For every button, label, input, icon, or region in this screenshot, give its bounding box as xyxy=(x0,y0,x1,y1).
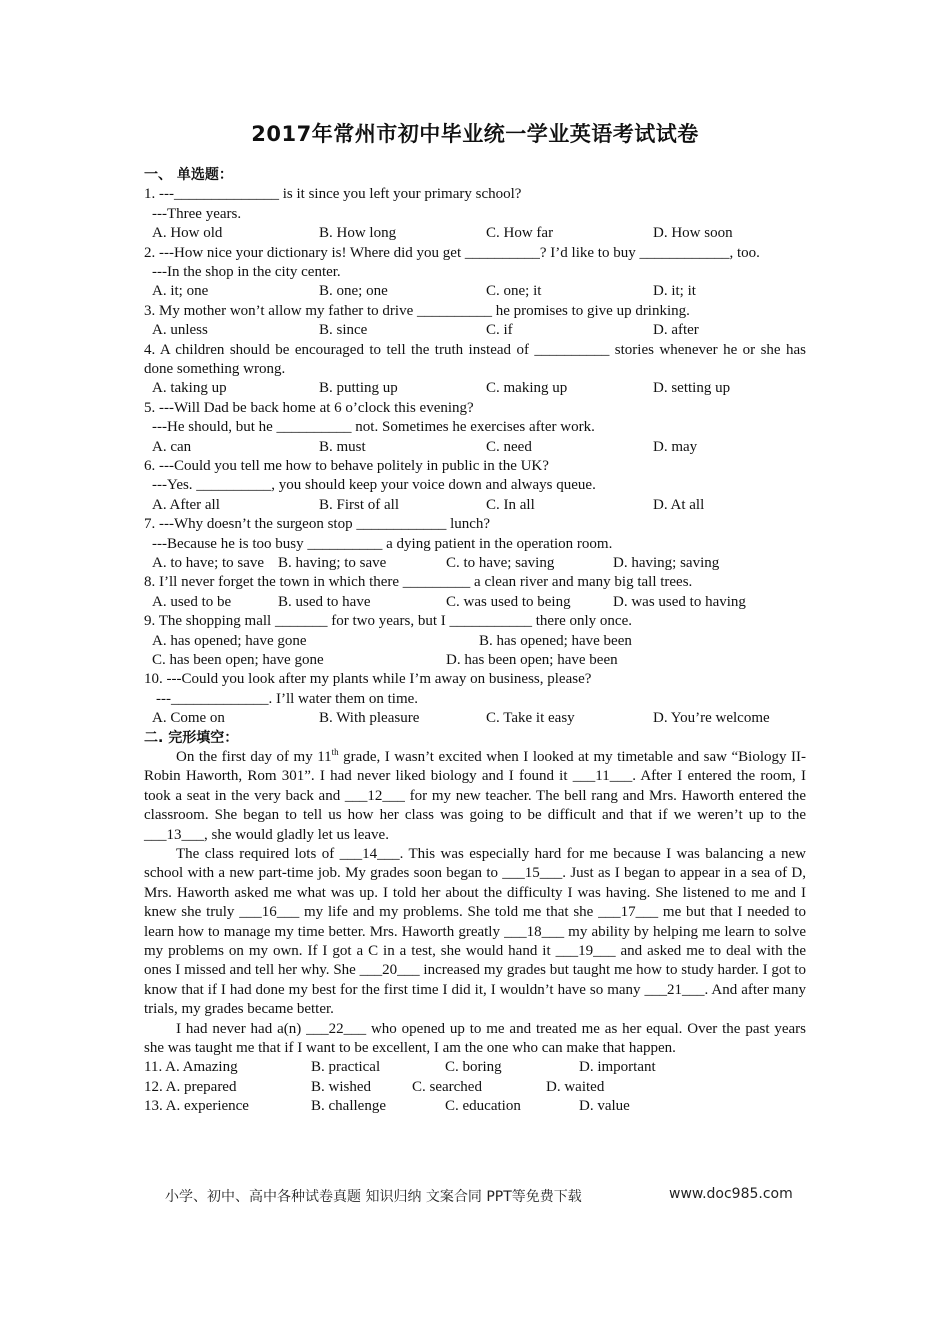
option: B. First of all xyxy=(319,496,400,513)
option: D. You’re welcome xyxy=(653,710,770,727)
option: B. has opened; have been xyxy=(479,632,632,649)
option: C. need xyxy=(486,438,532,455)
question-9-stem: 9. The shopping mall _______ for two years, but I ___________ there only once. xyxy=(144,613,632,630)
question-9-options-row1 xyxy=(144,632,806,651)
footer-text: 小学、初中、高中各种试卷真题 知识归纳 文案合同 PPT等免费下载 xyxy=(165,1189,582,1205)
option: C. Take it easy xyxy=(486,710,575,727)
option: C. How far xyxy=(486,225,554,242)
option: C. one; it xyxy=(486,283,542,300)
page-title: 2017年常州市初中毕业统一学业英语考试试卷 xyxy=(251,122,699,146)
cloze-options-13 xyxy=(144,1097,806,1116)
option: D. after xyxy=(653,322,699,339)
cloze-paragraph-3: I had never had a(n) ___22___ who opened up to me and treated me as her equal. Over the past years she was taught me that if I want to be excellent, I am the one who can make that happen. xyxy=(144,1020,806,1057)
ordinal-suffix: th xyxy=(331,746,339,757)
question-4-options xyxy=(144,379,806,398)
option: C. boring xyxy=(445,1059,502,1076)
page-footer xyxy=(165,1186,825,1206)
question-4-stem: 4. A children should be encouraged to tell the truth instead of __________ stories whenever he or she has done something wrong. xyxy=(144,341,806,377)
option: A. used to be xyxy=(152,593,232,610)
question-3-options xyxy=(144,321,806,340)
exam-content xyxy=(144,166,806,1117)
option: C. has been open; have gone xyxy=(152,652,324,668)
option: B. challenge xyxy=(311,1098,386,1115)
option: D. How soon xyxy=(653,225,733,242)
cloze-paragraph-2: The class required lots of ___14___. This was especially hard for me because I was balancing a new school with a new part-time job. My grades soon began to ___15___. Just as I began to appear in a sea of D, Mrs. Haworth asked me what was up. I told her about the difficulty I was having. She listened to me and I knew she truly ___16___ my life and my problems. She told me that she ___17___ me but that I needed to learn how to manage my time better. Mrs. Haworth greatly ___18___ my ability by helping me learn to solve my problems on my own. If I got a C in a test, she would hand it ___19___ and asked me to deal with the ones I missed and tell her why. She ___20___ increased my grades but taught me how to study harder. I got to know that if I had done my best for the first time I did it, I wouldn’t have so many ___21___. And after many trials, my grades became better. xyxy=(144,846,806,1018)
question-1-options xyxy=(144,224,806,243)
option: D. value xyxy=(579,1098,630,1115)
question-7-answer: ---Because he is too busy __________ a dying patient in the operation room. xyxy=(152,535,613,552)
option: C. making up xyxy=(486,380,568,397)
option: 11. A. Amazing xyxy=(144,1059,238,1076)
question-6-stem: 6. ---Could you tell me how to behave politely in public in the UK? xyxy=(144,458,549,474)
option: C. searched xyxy=(412,1078,482,1095)
cloze-options-12 xyxy=(144,1078,806,1097)
option: B. practical xyxy=(311,1059,381,1076)
cloze-paragraph-1 xyxy=(144,748,806,845)
option: A. After all xyxy=(152,496,220,513)
question-8-options xyxy=(144,593,806,612)
option: A. to have; to save xyxy=(152,555,265,572)
option: A. taking up xyxy=(152,380,227,397)
option: 13. A. experience xyxy=(144,1098,249,1115)
option: C. to have; saving xyxy=(446,555,555,572)
question-6-answer: ---Yes. __________, you should keep your voice down and always queue. xyxy=(152,477,596,494)
question-10-answer: ---_____________. I’ll water them on time. xyxy=(156,690,419,707)
question-5-stem: 5. ---Will Dad be back home at 6 o’clock this evening? xyxy=(144,399,474,416)
option: B. With pleasure xyxy=(319,710,420,727)
question-3-stem: 3. My mother won’t allow my father to drive __________ he promises to give up drinking. xyxy=(144,302,690,319)
cloze-options-11 xyxy=(144,1058,806,1077)
option: D. was used to having xyxy=(613,593,746,610)
option: A. unless xyxy=(152,322,208,339)
section-heading-cloze: 二. 完形填空： xyxy=(144,729,239,746)
option: C. if xyxy=(486,322,513,339)
option: A. can xyxy=(152,438,192,455)
option: A. it; one xyxy=(152,283,209,300)
question-2-answer: ---In the shop in the city center. xyxy=(152,264,341,280)
question-2-stem: 2. ---How nice your dictionary is! Where did you get __________? I’d like to buy ____________, too. xyxy=(144,244,760,261)
question-8-stem: 8. I’ll never forget the town in which there _________ a clean river and many big tall trees. xyxy=(144,574,693,591)
section-heading-single-choice: 一、 单选题： xyxy=(144,167,233,183)
question-1-answer: ---Three years. xyxy=(152,205,242,222)
option: B. since xyxy=(319,322,368,339)
option: B. used to have xyxy=(278,593,371,610)
option: D. setting up xyxy=(653,380,731,397)
option: B. wished xyxy=(311,1078,371,1095)
option: B. one; one xyxy=(319,283,388,300)
footer-url[interactable]: www.doc985.com xyxy=(669,1186,793,1202)
option: D. may xyxy=(653,438,698,455)
cloze-paragraph-1-rest: grade, I wasn’t excited when I looked at my timetable and saw “Biology II-Robin Haworth, Rom 301”. I had never liked biology and I found it ___11___. After I entered the room, I took a seat in the very back and ___12___ for my new teacher. The bell rang and Mrs. Haworth entered the classroom. She began to tell us how her class was going to be difficult and that if we weren’t up to the ___13___, she would gladly let us leave. xyxy=(144,748,806,843)
cloze-paragraph-1-start: On the first day of my 11 xyxy=(176,748,332,765)
option: B. must xyxy=(319,438,366,455)
option: C. education xyxy=(445,1098,521,1115)
option: D. having; saving xyxy=(613,555,720,572)
option: A. Come on xyxy=(152,710,225,727)
option: D. it; it xyxy=(653,283,696,300)
question-7-options xyxy=(144,554,806,573)
option: C. In all xyxy=(486,496,535,513)
question-6-options xyxy=(144,496,806,515)
question-10-stem: 10. ---Could you look after my plants while I’m away on business, please? xyxy=(144,671,592,688)
option: A. has opened; have gone xyxy=(152,632,307,649)
option: B. having; to save xyxy=(278,555,387,572)
option: D. has been open; have been xyxy=(446,652,618,668)
option: C. was used to being xyxy=(446,593,571,610)
question-2-options xyxy=(144,282,806,301)
option: D. At all xyxy=(653,496,705,513)
question-1-stem: 1. ---______________ is it since you left your primary school? xyxy=(144,186,522,203)
option: B. putting up xyxy=(319,380,398,397)
option: D. important xyxy=(579,1059,656,1076)
question-7-stem: 7. ---Why doesn’t the surgeon stop ____________ lunch? xyxy=(144,516,491,533)
option: B. How long xyxy=(319,225,397,242)
option: 12. A. prepared xyxy=(144,1078,237,1095)
question-10-options xyxy=(144,709,806,728)
question-5-options xyxy=(144,438,806,457)
question-5-answer: ---He should, but he __________ not. Sometimes he exercises after work. xyxy=(152,419,595,436)
option: A. How old xyxy=(152,225,223,242)
option: D. waited xyxy=(546,1078,605,1095)
question-9-options-row2 xyxy=(144,651,806,670)
